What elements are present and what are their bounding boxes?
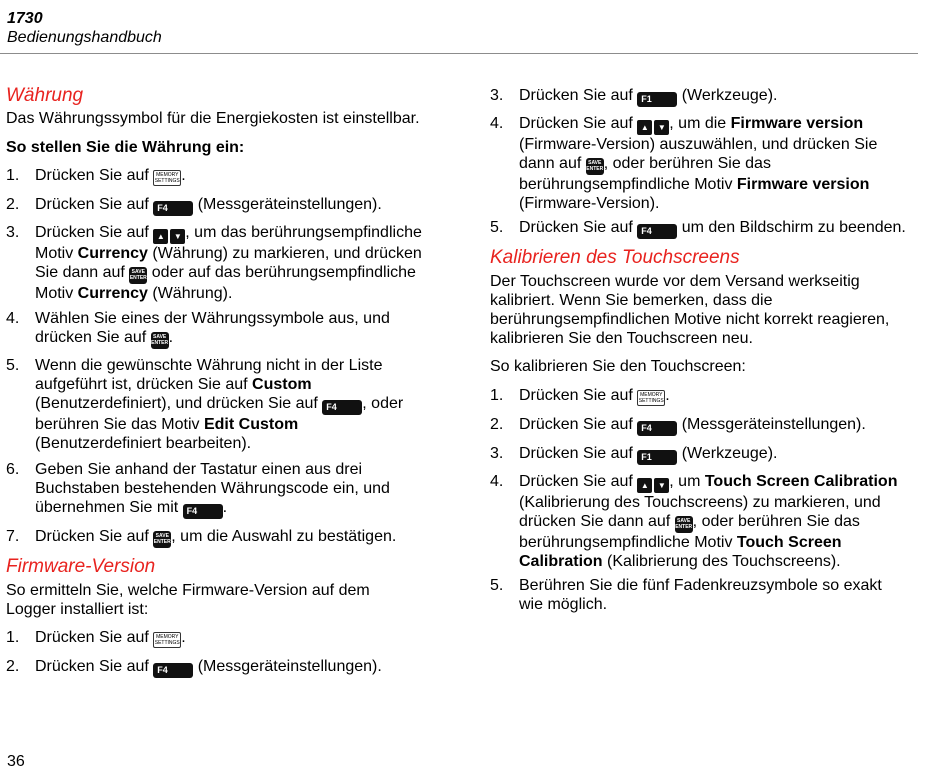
section-heading-calibration: Kalibrieren des Touchscreens <box>490 247 740 268</box>
step-text-part: Drücken Sie auf <box>519 473 638 490</box>
header-model: 1730 <box>7 10 43 27</box>
calibration-intro-line: kalibrieren Sie den Touchscreen neu. <box>490 330 753 347</box>
step-emphasis: Touch Screen <box>736 534 842 551</box>
step-text-part: Drücken Sie auf <box>35 629 154 646</box>
step-emphasis: Custom <box>252 376 312 393</box>
f1-key-icon: F1 <box>637 450 677 465</box>
step-text-part: Drücken Sie auf <box>35 658 154 675</box>
step-text <box>35 657 382 678</box>
step-text-part: Drücken Sie auf <box>519 416 638 433</box>
step-text <box>519 218 906 239</box>
step-text <box>519 415 866 436</box>
key-label: SAVE <box>155 533 169 539</box>
step-number: 7. <box>6 528 20 545</box>
step-text <box>35 223 422 303</box>
step-number: 2. <box>6 196 20 213</box>
currency-intro: Das Währungssymbol für die Energiekosten ist einstellbar. <box>6 110 420 127</box>
step-text-part: Drücken Sie auf <box>519 115 638 132</box>
step-text <box>35 628 186 648</box>
step-text-part: , um die Auswahl zu bestätigen. <box>171 528 397 545</box>
down-arrow-key-icon: ▼ <box>170 229 185 244</box>
step-text-part: . <box>181 167 186 184</box>
step-emphasis: Currency <box>77 285 148 302</box>
up-arrow-key-icon: ▲ <box>637 478 652 493</box>
step-text-part: , um die <box>669 115 731 132</box>
currency-procedure-title-text: So stellen Sie die Währung ein: <box>6 139 245 156</box>
step-text-part: Drücken Sie auf <box>519 387 638 404</box>
step-text-part: wie möglich. <box>519 596 608 613</box>
step-emphasis: Touch Screen Calibration <box>704 473 898 490</box>
step-number: 3. <box>6 224 20 241</box>
step-text <box>519 86 777 107</box>
section-heading-currency: Währung <box>6 85 84 106</box>
step-text-part: berühren Sie das Motiv <box>35 416 204 433</box>
key-label: ENTER <box>675 524 693 530</box>
step-text <box>519 114 877 213</box>
key-label: ENTER <box>586 166 604 172</box>
step-text-part: Motiv <box>35 245 78 262</box>
firmware-intro <box>6 581 370 619</box>
f4-key-icon: F4 <box>183 504 223 519</box>
step-text-part: oder auf das berührungsempfindliche <box>147 264 416 281</box>
save-enter-key-icon <box>129 267 147 284</box>
step-text-part: um den Bildschirm zu beenden. <box>677 219 906 236</box>
step-emphasis: Firmware version <box>730 115 864 132</box>
step-text <box>519 444 777 465</box>
step-text-part: übernehmen Sie mit <box>35 499 183 516</box>
step-number: 5. <box>6 357 20 374</box>
step-text-part: (Währung). <box>147 285 233 302</box>
f4-key-icon: F4 <box>637 224 677 239</box>
step-text-part: (Messgeräteinstellungen). <box>193 196 382 213</box>
step-text-part: (Firmware-Version) auszuwählen, und drücken Sie <box>519 136 878 153</box>
memory-settings-key-icon <box>153 170 181 186</box>
step-number: 2. <box>6 658 20 675</box>
save-enter-key-icon <box>675 516 693 533</box>
header-manual-title: Bedienungshandbuch <box>7 29 162 46</box>
key-label: SAVE <box>677 518 691 524</box>
step-number: 3. <box>490 87 504 104</box>
calibration-intro <box>490 272 889 348</box>
save-enter-key-icon <box>153 531 171 548</box>
key-label: SAVE <box>131 269 145 275</box>
step-text-part: . <box>222 499 228 516</box>
step-text-part: aufgeführt ist, drücken Sie auf <box>35 376 253 393</box>
step-text-part: drücken Sie auf <box>35 329 151 346</box>
step-emphasis: Edit Custom <box>203 416 299 433</box>
step-text-part: (Währung) zu markieren, und drücken <box>147 245 422 262</box>
calibration-intro-line: kalibriert. Wenn Sie bemerken, dass die <box>490 292 773 309</box>
memory-settings-key-icon <box>153 632 181 648</box>
step-text-part: berührungsempfindliche Motiv <box>519 534 737 551</box>
step-text <box>35 460 390 519</box>
f4-key-icon: F4 <box>322 400 362 415</box>
f4-key-icon: F4 <box>153 663 193 678</box>
step-number: 1. <box>490 387 504 404</box>
key-label: SETTINGS <box>154 640 180 646</box>
step-text <box>35 527 396 548</box>
up-arrow-key-icon: ▲ <box>637 120 652 135</box>
key-label: SETTINGS <box>638 398 664 404</box>
firmware-intro-line: Logger installiert ist: <box>6 601 149 618</box>
f4-key-icon: F4 <box>637 421 677 436</box>
memory-settings-key-icon <box>637 390 665 406</box>
key-label: SAVE <box>588 160 602 166</box>
section-heading-firmware: Firmware-Version <box>6 556 156 577</box>
calibration-procedure-title: So kalibrieren Sie den Touchscreen: <box>490 358 746 375</box>
step-text-part: (Benutzerdefiniert), und drücken Sie auf <box>35 395 323 412</box>
step-text <box>519 472 897 571</box>
step-number: 1. <box>6 629 20 646</box>
step-text-part: . <box>181 629 186 646</box>
key-label: ENTER <box>129 275 147 281</box>
step-text-part: Berühren Sie die fünf Fadenkreuzsymbole so exakt <box>519 577 882 594</box>
step-text <box>519 576 882 614</box>
currency-procedure-title <box>6 138 244 157</box>
key-label: ENTER <box>151 340 169 346</box>
key-label: SETTINGS <box>154 178 180 184</box>
step-text-part: , oder <box>362 395 404 412</box>
f4-key-icon: F4 <box>153 201 193 216</box>
step-text-part: , oder berühren Sie das <box>692 513 860 530</box>
step-text-part: Geben Sie anhand der Tastatur einen aus drei <box>35 461 363 478</box>
running-header <box>7 9 162 47</box>
f1-key-icon: F1 <box>637 92 677 107</box>
step-text-part: Motiv <box>35 285 78 302</box>
step-number: 2. <box>490 416 504 433</box>
step-text-part: , um <box>669 473 705 490</box>
step-text-part: (Benutzerdefiniert bearbeiten). <box>35 435 252 452</box>
step-text-part: , um das berührungsempfindliche <box>185 224 422 241</box>
save-enter-key-icon <box>151 332 169 349</box>
step-emphasis: Calibration <box>519 553 603 570</box>
step-text-part: . <box>168 329 174 346</box>
firmware-intro-line: So ermitteln Sie, welche Firmware-Version auf dem <box>6 582 370 599</box>
step-number: 5. <box>490 577 504 594</box>
step-text-part: dann auf <box>519 155 586 172</box>
save-enter-key-icon <box>586 158 604 175</box>
step-text <box>35 356 403 453</box>
step-text-part: drücken Sie dann auf <box>519 513 675 530</box>
key-label: MEMORY <box>640 392 663 398</box>
step-text-part: Sie dann auf <box>35 264 130 281</box>
step-text-part: (Messgeräteinstellungen). <box>193 658 382 675</box>
page-number: 36 <box>7 753 25 770</box>
down-arrow-key-icon: ▼ <box>654 478 669 493</box>
key-label: SAVE <box>153 334 167 340</box>
step-text-part: (Messgeräteinstellungen). <box>677 416 866 433</box>
header-divider <box>0 53 918 54</box>
step-text-part: Drücken Sie auf <box>35 167 154 184</box>
step-text-part: berührungsempfindliche Motiv <box>519 176 737 193</box>
step-text-part: Wenn die gewünschte Währung nicht in der Liste <box>35 357 383 374</box>
step-text-part: (Firmware-Version). <box>519 195 660 212</box>
step-text-part: Drücken Sie auf <box>519 87 638 104</box>
step-text-part: (Werkzeuge). <box>677 87 778 104</box>
step-number: 4. <box>490 115 504 132</box>
step-text-part: Drücken Sie auf <box>35 196 154 213</box>
step-text <box>519 386 670 406</box>
step-text-part: Drücken Sie auf <box>519 445 638 462</box>
key-label: MEMORY <box>156 172 179 178</box>
up-arrow-key-icon: ▲ <box>153 229 168 244</box>
step-emphasis: Firmware version <box>736 176 870 193</box>
step-text-part: Drücken Sie auf <box>35 224 154 241</box>
step-text-part: . <box>665 387 670 404</box>
calibration-intro-line: berührungsempfindlichen Motive nicht korrekt reagieren, <box>490 311 890 328</box>
step-number: 5. <box>490 219 504 236</box>
step-text-part: (Kalibrierung des Touchscreens) zu markieren, und <box>519 494 881 511</box>
step-emphasis: Currency <box>77 245 148 262</box>
step-number: 1. <box>6 167 20 184</box>
key-label: MEMORY <box>156 634 179 640</box>
step-number: 6. <box>6 461 20 478</box>
step-text-part: Drücken Sie auf <box>35 528 154 545</box>
step-text <box>35 166 186 186</box>
key-label: ENTER <box>153 539 171 545</box>
calibration-intro-line: Der Touchscreen wurde vor dem Versand werkseitig <box>490 273 860 290</box>
step-number: 3. <box>490 445 504 462</box>
step-text-part: Drücken Sie auf <box>519 219 638 236</box>
step-text <box>35 309 390 349</box>
step-text-part: (Werkzeuge). <box>677 445 778 462</box>
down-arrow-key-icon: ▼ <box>654 120 669 135</box>
step-text-part: (Kalibrierung des Touchscreens). <box>602 553 841 570</box>
step-text-part: , oder berühren Sie das <box>603 155 771 172</box>
step-number: 4. <box>490 473 504 490</box>
step-text-part: Wählen Sie eines der Währungssymbole aus, und <box>35 310 390 327</box>
step-number: 4. <box>6 310 20 327</box>
step-text-part: Buchstaben bestehenden Währungscode ein, und <box>35 480 390 497</box>
step-text <box>35 195 382 216</box>
